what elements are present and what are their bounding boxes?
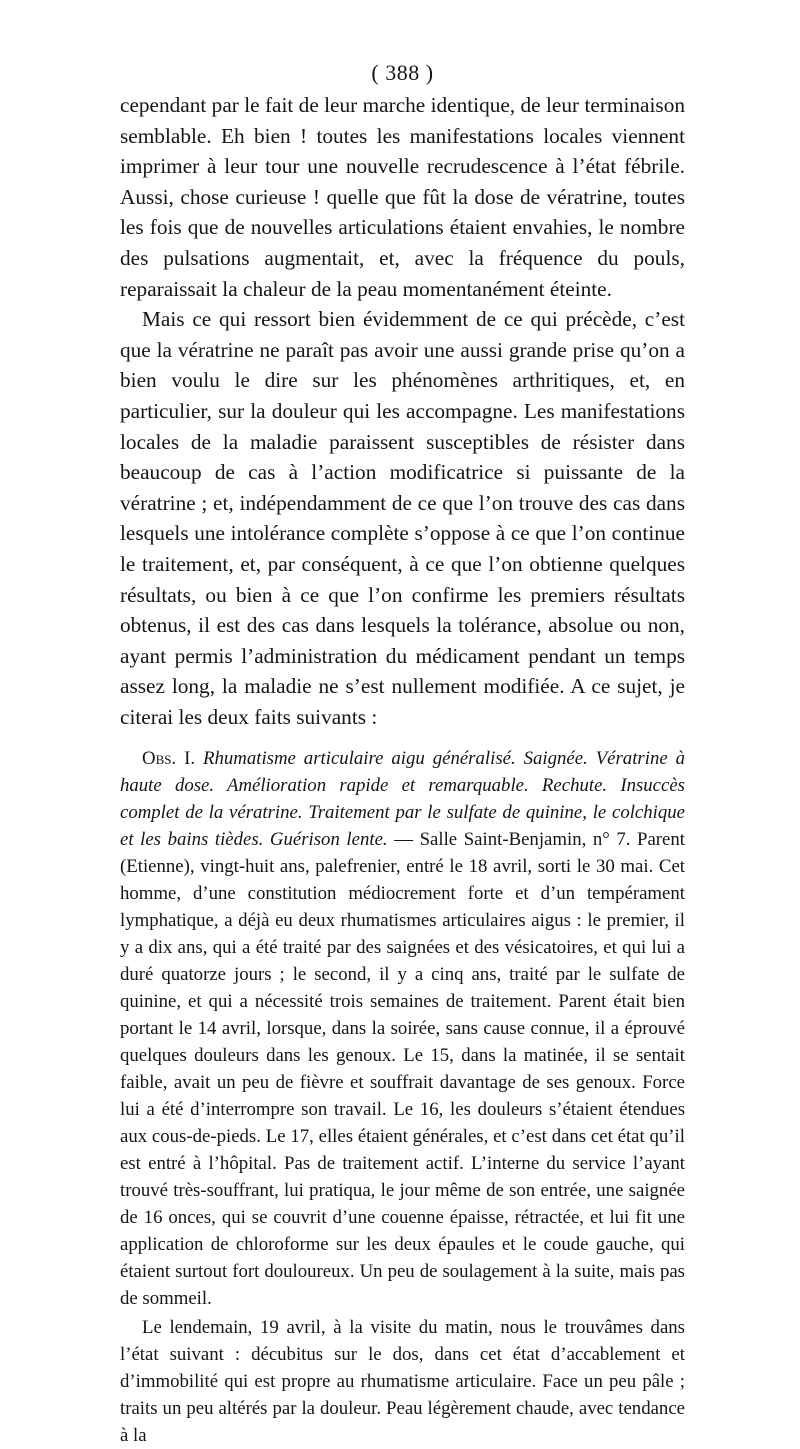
- book-page: [120, 58, 685, 1449]
- paragraph-2: Mais ce qui ressort bien évidemment de ce qui précède, c’est que la vératrine ne paraît pas avoir une aussi grande prise qu’on a bien voulu le dire sur les phénomènes arthritiques, et, en particulier, sur la douleur qui les accompagne. Les manifestations locales de la maladie paraissent susceptibles de résister dans beaucoup de cas à l’action modificatrice si puissante de la vératrine ; et, indépendamment de ce que l’on trouve des cas dans lesquels une intolérance complète s’oppose à ce que l’on continue le traitement, et, par conséquent, à ce que l’on obtienne quelques résultats, ou bien à ce que l’on confirme les premiers résultats obtenus, il est des cas dans lesquels la tolérance, absolue ou non, ayant permis l’administration du médicament pendant un temps assez long, la maladie ne s’est nullement modifiée. A ce sujet, je citerai les deux faits suivants :: [120, 307, 685, 729]
- observation-section: [120, 745, 685, 1449]
- main-text: [120, 90, 685, 732]
- observation-paragraph: [120, 745, 685, 1312]
- observation-body: — Salle Saint-Benjamin, n° 7. Parent (Etienne), vingt-huit ans, palefrenier, entré le 18 avril, sorti le 30 mai. Cet homme, d’une constitution médiocrement forte et d’un tempérament lymphatique, a déjà eu deux rhumatismes articulaires aigus : le premier, il y a dix ans, qui a été traité par des saignées et des vésicatoires, et qui lui a duré quatorze jours ; le second, il y a cinq ans, traité par le sulfate de quinine, et qui a nécessité trois semaines de traitement. Parent était bien portant le 14 avril, lorsque, dans la soirée, sans cause connue, il a éprouvé quelques douleurs dans les genoux. Le 15, dans la matinée, il se sentait faible, avait un peu de fièvre et souffrait davantage de ses genoux. Force lui a été d’interrompre son travail. Le 16, les douleurs s’étaient étendues aux cous-de-pieds. Le 17, elles étaient générales, et c’est dans cet état qu’il est entré à l’hôpital. Pas de traitement actif. L’interne du service l’ayant trouvé très-souffrant, lui pratiqua, le jour même de son entrée, une saignée de 16 onces, qui se couvrit d’une couenne épaisse, rétractée, et lui fit une application de chloroforme sur les deux épaules et le coude gauche, qui étaient surtout fort douloureux. Un peu de soulagement à la suite, mais pas de sommeil.: [120, 829, 685, 1310]
- observation-label: Obs. I.: [142, 748, 196, 770]
- observation-second-paragraph: Le lendemain, 19 avril, à la visite du matin, nous le trouvâmes dans l’état suivant : décubitus sur le dos, dans cet état d’accablement et d’immobilité qui est propre au rhumatisme articulaire. Face un peu pâle ; traits un peu altérés par la douleur. Peau légèrement chaude, avec tendance à la: [120, 1317, 685, 1447]
- observation-title: Rhumatisme articulaire aigu généralisé. Saignée. Vératrine à haute dose. Amélioration rapide et remarquable. Rechute. Insuccès complet de la vératrine. Traitement par le sulfate de quinine, le colchique et les bains tièdes. Guérison lente.: [120, 748, 686, 851]
- page-number: ( 388 ): [371, 60, 434, 85]
- paragraph-1: cependant par le fait de leur marche identique, de leur terminaison semblable. Eh bien ! toutes les manifestations locales viennent imprimer à leur tour une nouvelle recrudescence à l’état fébrile. Aussi, chose curieuse ! quelle que fût la dose de vératrine, toutes les fois que de nouvelles articulations étaient envahies, le nombre des pulsations augmentait, et, avec la fréquence du pouls, reparaissait la chaleur de la peau momentanément éteinte.: [120, 93, 685, 301]
